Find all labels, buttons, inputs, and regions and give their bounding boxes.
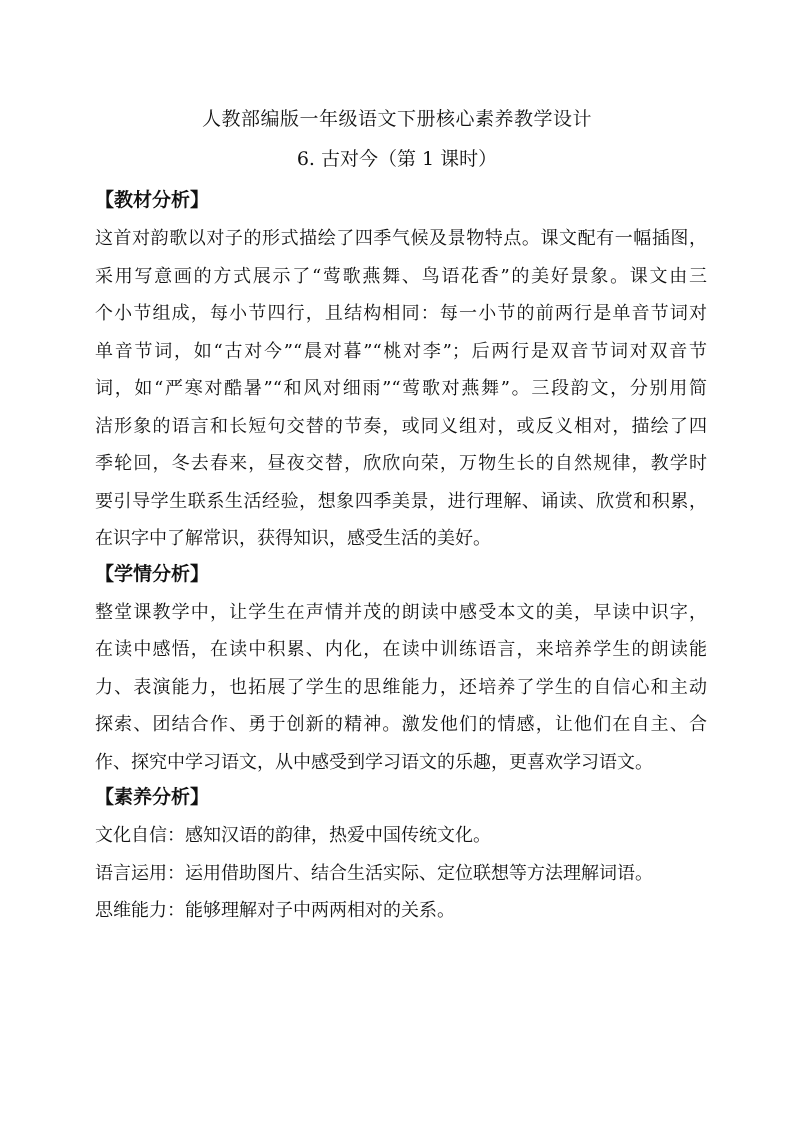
text-line: 在识字中了解常识，获得知识，感受生活的美好。 <box>95 528 491 549</box>
paragraph <box>95 594 707 782</box>
text-line: 要引导学生联系生活经验，想象四季美景，进行理解、诵读、欣赏和积累， <box>95 490 707 512</box>
paragraph <box>95 817 707 930</box>
text-line: 采用写意画的方式展示了“莺歌燕舞、鸟语花香”的美好景象。课文由三 <box>95 265 707 287</box>
text-line: 探索、团结合作、勇于创新的精神。激发他们的情感，让他们在自主、合 <box>95 714 707 735</box>
text-line: 整堂课教学中，让学生在声情并茂的朗读中感受本文的美，早读中识字， <box>95 601 707 623</box>
text-line: 这首对韵歌以对子的形式描绘了四季气候及景物特点。课文配有一幅插图， <box>95 228 707 249</box>
text-line: 洁形象的语言和长短句交替的节奏，或同义组对，或反义相对，描绘了四 <box>95 415 707 437</box>
paragraph <box>95 220 707 558</box>
section-heading: 【素养分析】 <box>95 786 210 808</box>
text-line: 语言运用：运用借助图片、结合生活实际、定位联想等方法理解词语。 <box>95 862 653 884</box>
text-line: 在读中感悟，在读中积累、内化，在读中训练语言，来培养学生的朗读能 <box>95 639 707 660</box>
text-line: 词，如“严寒对酷暑”“和风对细雨”“莺歌对燕舞”。三段韵文，分别用简 <box>95 378 707 399</box>
document-body <box>95 184 707 930</box>
section-heading: 【教材分析】 <box>95 189 210 211</box>
text-line: 力、表演能力，也拓展了学生的思维能力，还培养了学生的自信心和主动 <box>95 676 707 698</box>
section-learner-analysis <box>95 558 707 782</box>
section-competency-analysis <box>95 781 707 930</box>
text-line: 文化自信：感知汉语的韵律，热爱中国传统文化。 <box>95 825 491 846</box>
text-line: 季轮回，冬去春来，昼夜交替，欣欣向荣，万物生长的自然规律，教学时 <box>95 453 707 474</box>
text-line: 作、探究中学习语文，从中感受到学习语文的乐趣，更喜欢学习语文。 <box>95 751 653 773</box>
section-textbook-analysis <box>95 184 707 558</box>
lesson-subtitle: 6. 古对今（第 1 课时） <box>296 148 498 170</box>
text-line: 思维能力：能够理解对子中两两相对的关系。 <box>95 900 455 921</box>
document-title: 人教部编版一年级语文下册核心素养教学设计 <box>201 108 592 130</box>
text-line: 单音节词，如“古对今”“晨对暮”“桃对李”；后两行是双音节词对双音节 <box>95 340 707 362</box>
section-heading: 【学情分析】 <box>95 562 210 585</box>
text-line: 个小节组成，每小节四行，且结构相同：每一小节的前两行是单音节词对 <box>95 303 707 324</box>
